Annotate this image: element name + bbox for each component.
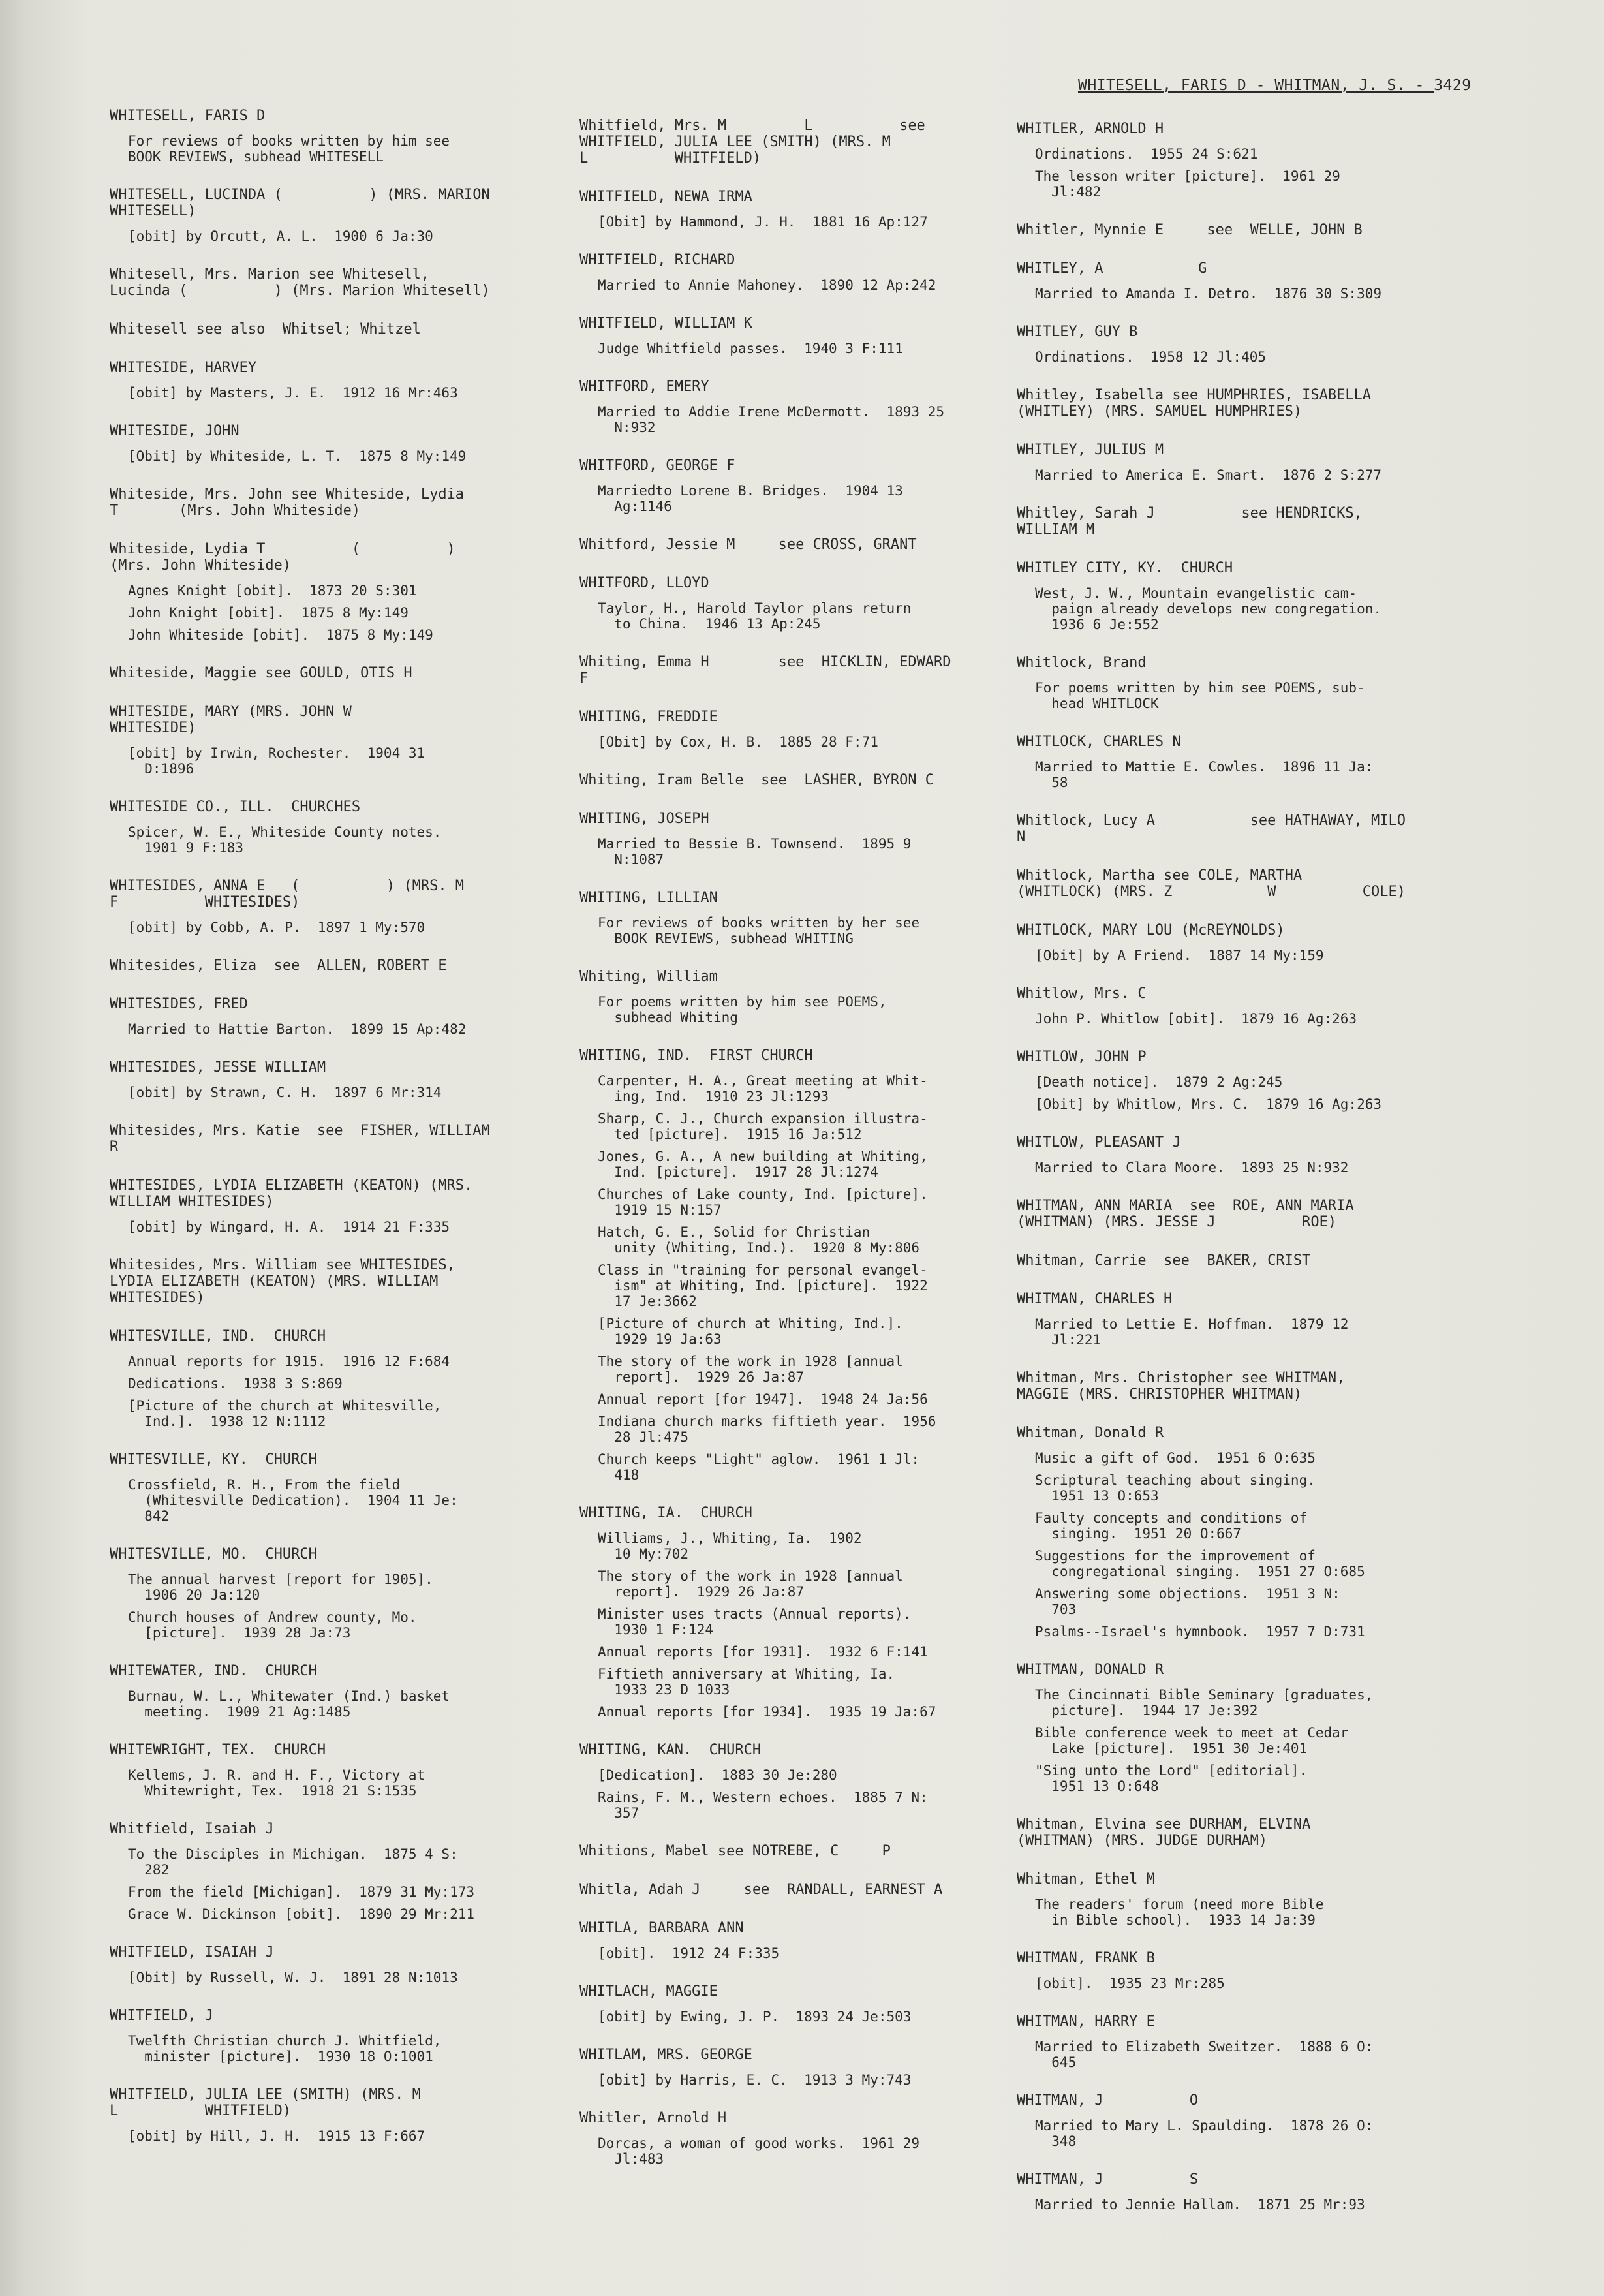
entry-citation: John P. Whitlow [obit]. 1879 16 Ag:263 <box>1035 1011 1357 1027</box>
entry-heading: Whitlock, Martha see COLE, MARTHA (WHITLOCK) (MRS. Z W COLE) <box>1017 867 1406 900</box>
entry-citation: Twelfth Christian church J. Whitfield, minister [picture]. 1930 18 O:1001 <box>128 2033 442 2064</box>
entry-citation: Psalms--Israel's hymnbook. 1957 7 D:731 <box>1035 1624 1365 1639</box>
index-entry <box>110 996 553 1037</box>
index-entry <box>579 117 1023 166</box>
entry-citation: [obit] by Orcutt, A. L. 1900 6 Ja:30 <box>128 228 433 244</box>
index-entry <box>1017 387 1460 420</box>
entry-heading: WHITLEY, A G <box>1017 260 1207 277</box>
entry-heading: Whiting, Iram Belle see LASHER, BYRON C <box>579 772 934 788</box>
entry-heading: WHITFORD, GEORGE F <box>579 458 735 474</box>
entry-heading: WHITMAN, HARRY E <box>1017 2013 1155 2030</box>
index-entry <box>110 1663 553 1720</box>
entry-heading: WHITESIDE, HARVEY <box>110 360 257 376</box>
entry-heading: WHITING, JOSEPH <box>579 811 709 827</box>
entry-citation: For poems written by him see POEMS, subhead Whiting <box>598 994 887 1025</box>
index-entry <box>579 315 1023 356</box>
index-entry <box>1017 1370 1460 1403</box>
entry-heading: WHITESELL, FARIS D <box>110 108 266 124</box>
index-entry <box>579 575 1023 632</box>
entry-citation: [obit] by Ewing, J. P. 1893 24 Je:503 <box>598 2009 912 2025</box>
index-entry <box>1017 442 1460 483</box>
entry-heading: WHITEWRIGHT, TEX. CHURCH <box>110 1742 326 1758</box>
entry-heading: Whiting, Emma H see HICKLIN, EDWARD F <box>579 654 951 687</box>
entry-heading: Whiteside, Mrs. John see Whiteside, Lydia T (Mrs. John Whiteside) <box>110 486 465 519</box>
index-entry <box>1017 1198 1460 1230</box>
index-entry <box>110 1742 553 1799</box>
entry-citation: Ordinations. 1958 12 Jl:405 <box>1035 349 1267 365</box>
index-entry <box>110 2008 553 2064</box>
index-entry <box>1017 1662 1460 1794</box>
entry-citation: Burnau, W. L., Whitewater (Ind.) basket meeting. 1909 21 Ag:1485 <box>128 1688 450 1720</box>
entry-heading: WHITLOW, PLEASANT J <box>1017 1134 1181 1151</box>
entry-heading: WHITING, KAN. CHURCH <box>579 1742 762 1758</box>
index-entry <box>1017 922 1460 963</box>
entry-citation: Annual report [for 1947]. 1948 24 Ja:56 <box>598 1391 928 1407</box>
running-header: WHITESELL, FARIS D - WHITMAN, J. S. - 3429 <box>1078 77 1472 94</box>
entry-citation: West, J. W., Mountain evangelistic cam- paign already develops new congregation. 1936 6 Je:552 <box>1035 585 1382 632</box>
entry-heading: WHITESIDE, MARY (MRS. JOHN W WHITESIDE) <box>110 704 352 736</box>
index-entry <box>1017 121 1460 200</box>
index-entry <box>110 1177 553 1235</box>
index-entry <box>110 1451 553 1524</box>
entry-citation: Answering some objections. 1951 3 N: 703 <box>1035 1586 1340 1617</box>
entry-citation: Carpenter, H. A., Great meeting at Whit- ing, Ind. 1910 23 Jl:1293 <box>598 1073 928 1104</box>
entry-citation: For reviews of books written by him see BOOK REVIEWS, subhead WHITESELL <box>128 133 450 164</box>
entry-citation: [obit] by Harris, E. C. 1913 3 My:743 <box>598 2072 912 2088</box>
index-entry <box>110 1123 553 1155</box>
index-entry <box>110 1944 553 1985</box>
index-entry <box>579 654 1023 687</box>
index-entry <box>1017 505 1460 538</box>
index-entry <box>110 957 553 974</box>
index-entry <box>110 360 553 401</box>
entry-citation: [obit]. 1912 24 F:335 <box>598 1946 780 1961</box>
entry-citation: [obit] by Hill, J. H. 1915 13 F:667 <box>128 2128 425 2144</box>
index-entry <box>1017 1291 1460 1348</box>
entry-heading: WHITEWATER, IND. CHURCH <box>110 1663 317 1679</box>
entry-citation: Jones, G. A., A new building at Whiting, Ind. [picture]. 1917 28 Jl:1274 <box>598 1149 928 1180</box>
index-entry <box>110 541 553 643</box>
entry-citation: Crossfield, R. H., From the field (Whitesville Dedication). 1904 11 Je: 842 <box>128 1477 458 1524</box>
entry-citation: Sharp, C. J., Church expansion illustra- ted [picture]. 1915 16 Ja:512 <box>598 1111 928 1142</box>
index-entry <box>1017 1816 1460 1849</box>
entry-citation: Married to Addie Irene McDermott. 1893 25 N:932 <box>598 404 945 435</box>
entry-heading: Whitla, Adah J see RANDALL, EARNEST A <box>579 1882 943 1898</box>
entry-heading: WHITESIDES, JESSE WILLIAM <box>110 1059 326 1076</box>
entry-heading: WHITLOCK, CHARLES N <box>1017 734 1181 750</box>
entry-heading: WHITLACH, MAGGIE <box>579 1983 718 2000</box>
entry-citation: From the field [Michigan]. 1879 31 My:173 <box>128 1884 475 1900</box>
entry-heading: Whitfield, Mrs. M L see WHITFIELD, JULIA LEE (SMITH) (MRS. M L WHITFIELD) <box>579 117 925 166</box>
index-entry <box>110 321 553 337</box>
index-entry <box>110 799 553 856</box>
page-number: 3429 <box>1434 77 1472 94</box>
entry-citation: The story of the work in 1928 [annual report]. 1929 26 Ja:87 <box>598 1568 903 1600</box>
index-entry <box>579 189 1023 230</box>
entry-heading: WHITING, LILLIAN <box>579 890 718 906</box>
index-entry <box>579 772 1023 788</box>
entry-heading: Whitlow, Mrs. C <box>1017 985 1147 1002</box>
entry-heading: WHITESIDES, LYDIA ELIZABETH (KEATON) (MRS. WILLIAM WHITESIDES) <box>110 1177 473 1210</box>
index-entry <box>1017 867 1460 900</box>
index-entry <box>579 1843 1023 1859</box>
index-entry <box>1017 2171 1460 2212</box>
entry-citation: Annual reports [for 1931]. 1932 6 F:141 <box>598 1644 928 1660</box>
entry-heading: WHITING, IND. FIRST CHURCH <box>579 1047 813 1064</box>
entry-citation: The lesson writer [picture]. 1961 29 Jl:482 <box>1035 168 1340 200</box>
entry-citation: Grace W. Dickinson [obit]. 1890 29 Mr:211 <box>128 1906 475 1922</box>
entry-heading: Whiteside, Maggie see GOULD, OTIS H <box>110 665 412 681</box>
index-entry <box>1017 1871 1460 1928</box>
index-entry <box>579 1882 1023 1898</box>
entry-citation: The annual harvest [report for 1905]. 1906 20 Ja:120 <box>128 1572 433 1603</box>
entry-citation: Marriedto Lorene B. Bridges. 1904 13 Ag:1146 <box>598 483 903 514</box>
entry-citation: [Obit] by Russell, W. J. 1891 28 N:1013 <box>128 1970 458 1985</box>
entry-citation: [Dedication]. 1883 30 Je:280 <box>598 1767 837 1783</box>
entry-citation: Williams, J., Whiting, Ia. 1902 10 My:702 <box>598 1530 862 1562</box>
index-entry <box>579 1047 1023 1483</box>
entry-citation: Agnes Knight [obit]. 1873 20 S:301 <box>128 583 417 598</box>
entry-heading: WHITESIDES, FRED <box>110 996 248 1012</box>
entry-heading: WHITFORD, LLOYD <box>579 575 709 591</box>
entry-citation: Bible conference week to meet at Cedar Lake [picture]. 1951 30 Je:401 <box>1035 1725 1349 1756</box>
entry-heading: WHITESVILLE, KY. CHURCH <box>110 1451 317 1468</box>
entry-citation: Judge Whitfield passes. 1940 3 F:111 <box>598 341 903 356</box>
entry-heading: WHITLOCK, MARY LOU (McREYNOLDS) <box>1017 922 1285 939</box>
entry-citation: Annual reports for 1915. 1916 12 F:684 <box>128 1354 450 1369</box>
entry-citation: [obit] by Irwin, Rochester. 1904 31 D:1896 <box>128 745 425 777</box>
entry-citation: Spicer, W. E., Whiteside County notes. 1901 9 F:183 <box>128 824 442 856</box>
index-entry <box>579 2110 1023 2167</box>
index-entry <box>1017 2092 1460 2149</box>
entry-heading: WHITLEY CITY, KY. CHURCH <box>1017 560 1233 576</box>
index-entry <box>110 1257 553 1306</box>
entry-citation: John Knight [obit]. 1875 8 My:149 <box>128 605 409 621</box>
entry-heading: WHITLEY, GUY B <box>1017 324 1138 340</box>
index-entry <box>110 2087 553 2144</box>
index-entry <box>579 536 1023 553</box>
entry-citation: Married to Elizabeth Sweitzer. 1888 6 O: 645 <box>1035 2039 1374 2070</box>
index-entry <box>579 969 1023 1025</box>
entry-heading: WHITLEY, JULIUS M <box>1017 442 1164 458</box>
entry-citation: Dorcas, a woman of good works. 1961 29 Jl:483 <box>598 2135 920 2167</box>
entry-heading: WHITESIDE CO., ILL. CHURCHES <box>110 799 361 815</box>
entry-citation: [obit]. 1935 23 Mr:285 <box>1035 1976 1225 1991</box>
entry-heading: WHITFIELD, J <box>110 2008 213 2024</box>
entry-citation: Rains, F. M., Western echoes. 1885 7 N: 357 <box>598 1790 928 1821</box>
index-entry <box>579 458 1023 514</box>
index-entry <box>110 1546 553 1641</box>
index-entry <box>579 1742 1023 1821</box>
index-entry <box>579 2047 1023 2088</box>
entry-citation: Minister uses tracts (Annual reports). 1930 1 F:124 <box>598 1606 912 1637</box>
entry-heading: Whitley, Sarah J see HENDRICKS, WILLIAM M <box>1017 505 1363 538</box>
index-entry <box>110 486 553 519</box>
entry-heading: Whitlock, Brand <box>1017 655 1147 671</box>
entry-citation: For poems written by him see POEMS, sub- head WHITLOCK <box>1035 680 1365 711</box>
entry-citation: [obit] by Wingard, H. A. 1914 21 F:335 <box>128 1219 450 1235</box>
entry-citation: [Obit] by Whiteside, L. T. 1875 8 My:149 <box>128 448 467 464</box>
index-entry <box>1017 1134 1460 1175</box>
index-entry <box>1017 655 1460 711</box>
entry-citation: John Whiteside [obit]. 1875 8 My:149 <box>128 627 433 643</box>
index-entry <box>1017 734 1460 790</box>
index-entry <box>579 1920 1023 1961</box>
entry-heading: WHITMAN, CHARLES H <box>1017 1291 1173 1307</box>
entry-heading: Whitlock, Lucy A see HATHAWAY, MILO N <box>1017 813 1406 845</box>
entry-heading: WHITLOW, JOHN P <box>1017 1049 1147 1065</box>
entry-heading: Whitesell see also Whitsel; Whitzel <box>110 321 421 337</box>
index-entry <box>110 108 553 164</box>
entry-citation: [Death notice]. 1879 2 Ag:245 <box>1035 1074 1283 1090</box>
entry-citation: Married to Clara Moore. 1893 25 N:932 <box>1035 1160 1349 1175</box>
entry-heading: WHITLER, ARNOLD H <box>1017 121 1164 137</box>
entry-citation: "Sing unto the Lord" [editorial]. 1951 13 O:648 <box>1035 1763 1308 1794</box>
index-entry <box>110 665 553 681</box>
entry-heading: Whitfield, Isaiah J <box>110 1821 274 1837</box>
index-entry <box>1017 1425 1460 1639</box>
entry-heading: Whitman, Carrie see BAKER, CRIST <box>1017 1252 1311 1269</box>
entry-heading: Whitesides, Eliza see ALLEN, ROBERT E <box>110 957 447 974</box>
entry-citation: Married to Mary L. Spaulding. 1878 26 O: 348 <box>1035 2118 1374 2149</box>
index-entry <box>1017 560 1460 632</box>
entry-heading: Whiteside, Lydia T ( ) (Mrs. John Whiteside) <box>110 541 455 574</box>
entry-heading: Whiting, William <box>579 969 718 985</box>
entry-citation: Married to Bessie B. Townsend. 1895 9 N:1087 <box>598 836 912 867</box>
entry-heading: WHITMAN, J S <box>1017 2171 1199 2188</box>
entry-citation: Scriptural teaching about singing. 1951 13 O:653 <box>1035 1472 1316 1504</box>
entry-citation: Church houses of Andrew county, Mo. [picture]. 1939 28 Ja:73 <box>128 1609 417 1641</box>
index-entry <box>579 709 1023 750</box>
entry-citation: Ordinations. 1955 24 S:621 <box>1035 146 1258 162</box>
entry-citation: [obit] by Masters, J. E. 1912 16 Mr:463 <box>128 385 458 401</box>
index-entry <box>1017 260 1460 302</box>
entry-heading: Whitler, Mynnie E see WELLE, JOHN B <box>1017 222 1363 238</box>
entry-heading: Whitman, Ethel M <box>1017 1871 1155 1887</box>
index-entry <box>1017 1252 1460 1269</box>
entry-heading: Whitesides, Mrs. Katie see FISHER, WILLIAM R <box>110 1123 490 1155</box>
entry-citation: Kellems, J. R. and H. F., Victory at Whitewright, Tex. 1918 21 S:1535 <box>128 1767 425 1799</box>
index-entry <box>1017 813 1460 845</box>
entry-citation: The readers' forum (need more Bible in Bible school). 1933 14 Ja:39 <box>1035 1897 1324 1928</box>
entry-heading: Whitley, Isabella see HUMPHRIES, ISABELLA (WHITLEY) (MRS. SAMUEL HUMPHRIES) <box>1017 387 1372 420</box>
index-column-2 <box>579 117 1023 2189</box>
index-entry <box>579 252 1023 293</box>
entry-heading: Whitford, Jessie M see CROSS, GRANT <box>579 536 917 553</box>
index-entry <box>1017 2013 1460 2070</box>
entry-citation: Class in "training for personal evangel- ism" at Whiting, Ind. [picture]. 1922 17 Je:3662 <box>598 1262 928 1309</box>
entry-heading: WHITFORD, EMERY <box>579 379 709 395</box>
entry-citation: Married to Jennie Hallam. 1871 25 Mr:93 <box>1035 2197 1365 2212</box>
entry-heading: WHITMAN, DONALD R <box>1017 1662 1164 1678</box>
entry-heading: WHITING, IA. CHURCH <box>579 1505 752 1521</box>
entry-heading: Whitesell, Mrs. Marion see Whitesell, Lucinda ( ) (Mrs. Marion Whitesell) <box>110 266 490 299</box>
entry-heading: Whitman, Donald R <box>1017 1425 1164 1441</box>
entry-citation: [obit] by Cobb, A. P. 1897 1 My:570 <box>128 920 425 935</box>
index-entry <box>579 1983 1023 2025</box>
entry-heading: Whitesides, Mrs. William see WHITESIDES, LYDIA ELIZABETH (KEATON) (MRS. WILLIAM WHITESIDES) <box>110 1257 455 1306</box>
entry-citation: Married to Amanda I. Detro. 1876 30 S:309 <box>1035 286 1382 302</box>
index-entry <box>110 266 553 299</box>
index-entry <box>110 1059 553 1100</box>
entry-citation: To the Disciples in Michigan. 1875 4 S: 282 <box>128 1846 458 1878</box>
entry-citation: The story of the work in 1928 [annual report]. 1929 26 Ja:87 <box>598 1354 903 1385</box>
entry-citation: [Obit] by Whitlow, Mrs. C. 1879 16 Ag:263 <box>1035 1096 1382 1112</box>
entry-citation: [Obit] by Hammond, J. H. 1881 16 Ap:127 <box>598 214 928 230</box>
index-entry <box>1017 222 1460 238</box>
index-entry <box>110 423 553 464</box>
entry-heading: WHITFIELD, WILLIAM K <box>579 315 752 332</box>
index-entry <box>1017 985 1460 1027</box>
entry-heading: WHITMAN, ANN MARIA see ROE, ANN MARIA (WHITMAN) (MRS. JESSE J ROE) <box>1017 1198 1354 1230</box>
entry-heading: WHITLAM, MRS. GEORGE <box>579 2047 752 2063</box>
entry-citation: Annual reports [for 1934]. 1935 19 Ja:67 <box>598 1704 936 1720</box>
entry-citation: Churches of Lake county, Ind. [picture]. 1919 15 N:157 <box>598 1187 928 1218</box>
entry-heading: WHITFIELD, ISAIAH J <box>110 1944 274 1961</box>
entry-heading: Whitman, Elvina see DURHAM, ELVINA (WHITMAN) (MRS. JUDGE DURHAM) <box>1017 1816 1311 1849</box>
entry-citation: Married to Lettie E. Hoffman. 1879 12 Jl:221 <box>1035 1316 1349 1348</box>
entry-citation: [Obit] by A Friend. 1887 14 My:159 <box>1035 948 1324 963</box>
entry-heading: WHITESVILLE, MO. CHURCH <box>110 1546 317 1562</box>
entry-heading: WHITING, FREDDIE <box>579 709 718 725</box>
entry-heading: WHITESIDE, JOHN <box>110 423 239 439</box>
index-entry <box>1017 1950 1460 1991</box>
entry-citation: Married to Annie Mahoney. 1890 12 Ap:242 <box>598 277 936 293</box>
entry-heading: WHITMAN, FRANK B <box>1017 1950 1155 1966</box>
entry-heading: WHITFIELD, JULIA LEE (SMITH) (MRS. M L WHITFIELD) <box>110 2087 421 2119</box>
index-column-3 <box>1017 121 1460 2235</box>
entry-citation: Married to Hattie Barton. 1899 15 Ap:482 <box>128 1021 467 1037</box>
entry-citation: Indiana church marks fiftieth year. 1956 28 Jl:475 <box>598 1414 936 1445</box>
entry-heading: WHITFIELD, NEWA IRMA <box>579 189 752 205</box>
entry-heading: WHITFIELD, RICHARD <box>579 252 735 268</box>
index-entry <box>110 878 553 935</box>
entry-citation: Music a gift of God. 1951 6 O:635 <box>1035 1450 1316 1466</box>
entry-citation: Faulty concepts and conditions of singing. 1951 20 O:667 <box>1035 1510 1308 1542</box>
index-entry <box>110 1328 553 1429</box>
entry-heading: WHITMAN, J O <box>1017 2092 1199 2109</box>
entry-citation: Fiftieth anniversary at Whiting, Ia. 1933 23 D 1033 <box>598 1666 895 1698</box>
entry-citation: Suggestions for the improvement of congregational singing. 1951 27 O:685 <box>1035 1548 1365 1579</box>
index-entry <box>110 187 553 244</box>
entry-heading: WHITESELL, LUCINDA ( ) (MRS. MARION WHITESELL) <box>110 187 490 219</box>
entry-heading: Whitions, Mabel see NOTREBE, C P <box>579 1843 891 1859</box>
entry-citation: For reviews of books written by her see BOOK REVIEWS, subhead WHITING <box>598 915 920 946</box>
entry-citation: [Picture of church at Whiting, Ind.]. 1929 19 Ja:63 <box>598 1316 903 1347</box>
index-entry <box>1017 1049 1460 1112</box>
entry-citation: Married to America E. Smart. 1876 2 S:277 <box>1035 467 1382 483</box>
index-entry <box>579 379 1023 435</box>
index-entry <box>579 811 1023 867</box>
index-entry <box>1017 324 1460 365</box>
header-range: WHITESELL, FARIS D - WHITMAN, J. S. <box>1078 77 1406 94</box>
entry-citation: [Obit] by Cox, H. B. 1885 28 F:71 <box>598 734 878 750</box>
entry-heading: WHITLA, BARBARA ANN <box>579 1920 744 1936</box>
index-entry <box>110 1821 553 1922</box>
entry-citation: The Cincinnati Bible Seminary [graduates, picture]. 1944 17 Je:392 <box>1035 1687 1374 1718</box>
entry-heading: WHITESVILLE, IND. CHURCH <box>110 1328 326 1344</box>
entry-citation: Taylor, H., Harold Taylor plans return to China. 1946 13 Ap:245 <box>598 600 912 632</box>
index-entry <box>110 704 553 777</box>
entry-heading: WHITESIDES, ANNA E ( ) (MRS. M F WHITESIDES) <box>110 878 465 910</box>
entry-heading: Whitler, Arnold H <box>579 2110 727 2126</box>
entry-citation: [obit] by Strawn, C. H. 1897 6 Mr:314 <box>128 1085 442 1100</box>
entry-heading: Whitman, Mrs. Christopher see WHITMAN, MAGGIE (MRS. CHRISTOPHER WHITMAN) <box>1017 1370 1346 1403</box>
entry-citation: Married to Mattie E. Cowles. 1896 11 Ja: 58 <box>1035 759 1374 790</box>
entry-citation: [Picture of the church at Whitesville, Ind.]. 1938 12 N:1112 <box>128 1398 442 1429</box>
entry-citation: Church keeps "Light" aglow. 1961 1 Jl: 418 <box>598 1451 920 1483</box>
entry-citation: Hatch, G. E., Solid for Christian unity (Whiting, Ind.). 1920 8 My:806 <box>598 1224 920 1256</box>
index-entry <box>579 890 1023 946</box>
index-column-1 <box>110 108 553 2166</box>
entry-citation: Dedications. 1938 3 S:869 <box>128 1376 343 1391</box>
index-entry <box>579 1505 1023 1720</box>
